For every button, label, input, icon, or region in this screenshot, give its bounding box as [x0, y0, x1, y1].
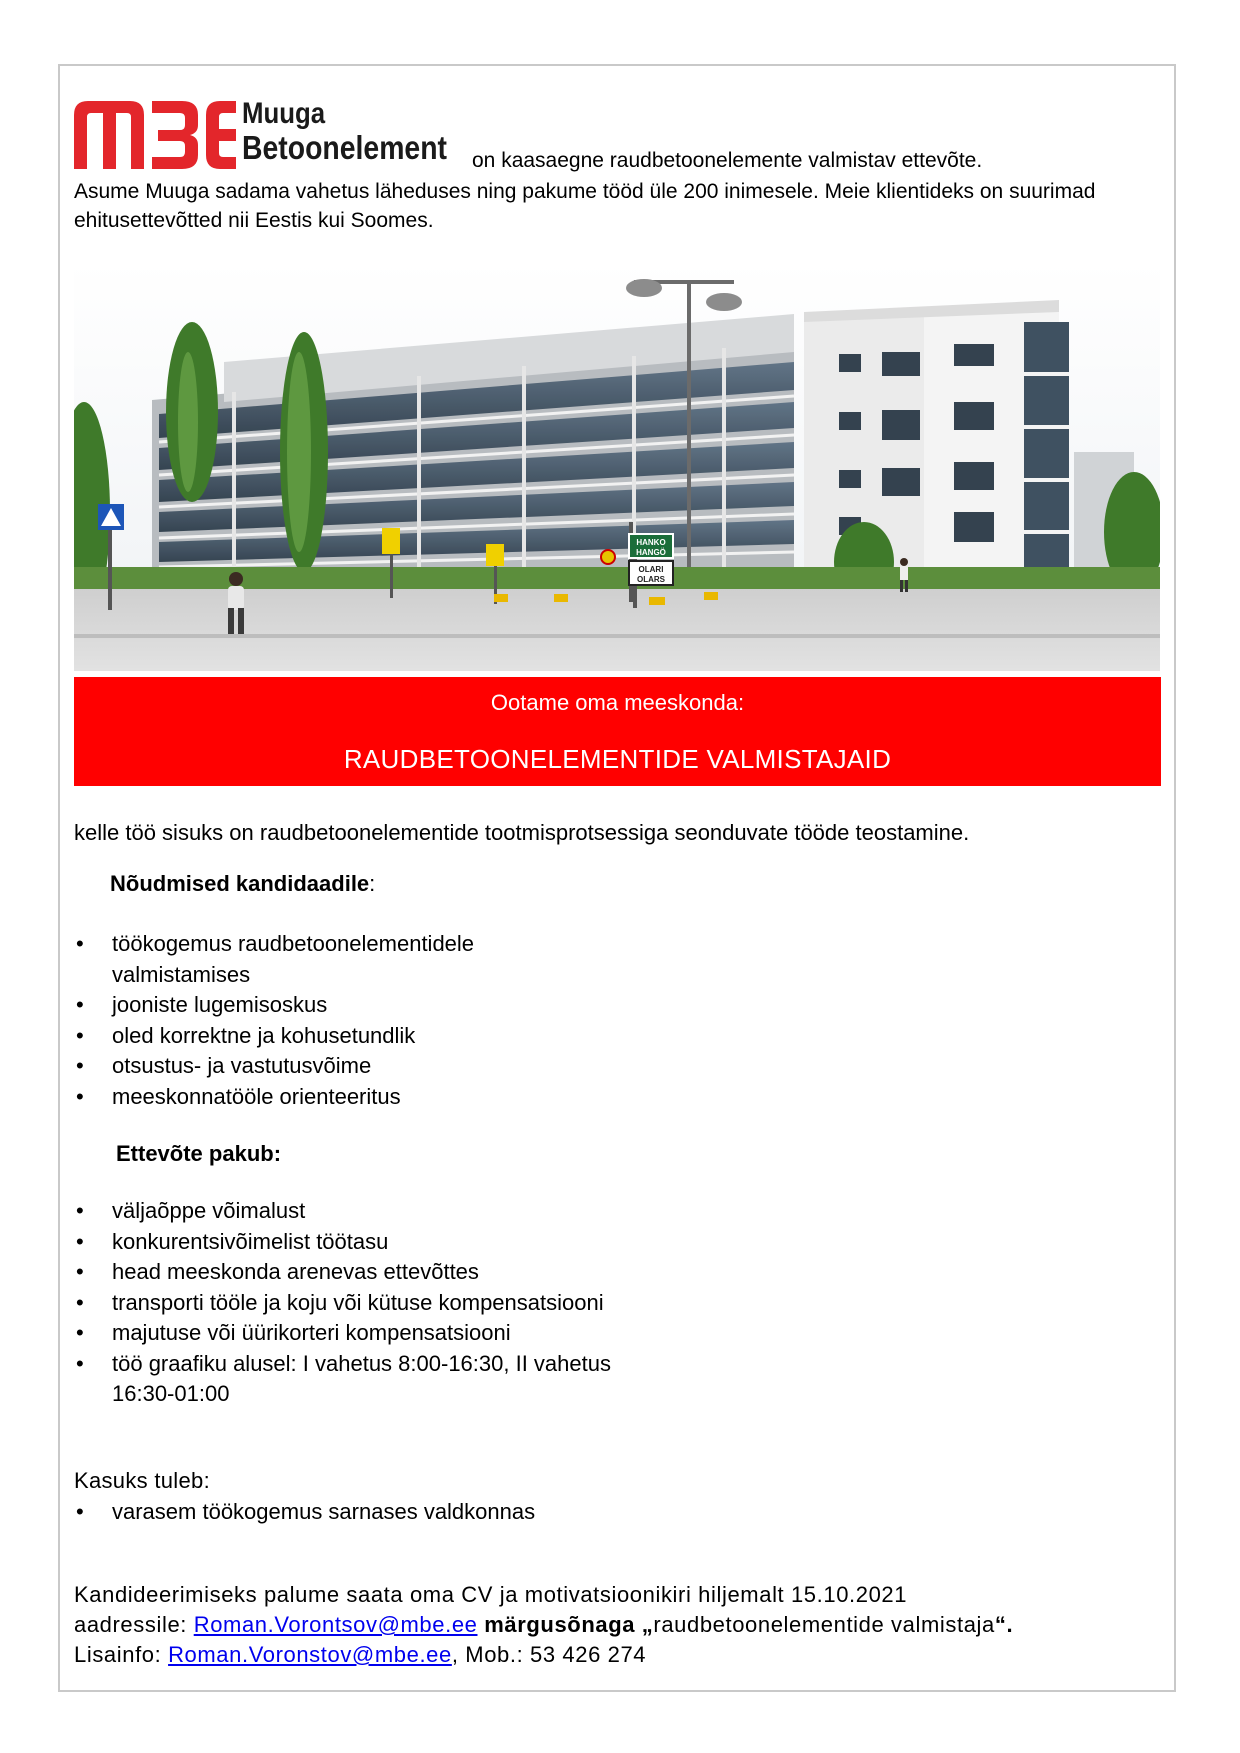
- application-info: [74, 1580, 1013, 1670]
- requirements-heading: [110, 871, 375, 897]
- info-label: Lisainfo:: [74, 1642, 169, 1667]
- application-deadline-text: Kandideerimiseks palume saata oma CV ja motivatsioonikiri hiljemalt 15.10.2021: [74, 1582, 908, 1607]
- requirement-text: meeskonnatööle orienteeritus: [112, 1083, 401, 1109]
- bullet-icon: •: [76, 1499, 84, 1524]
- email-link-secondary[interactable]: Roman.Voronstov@mbe.ee: [168, 1642, 452, 1667]
- list-item: [74, 1288, 634, 1319]
- requirement-text: töökogemus raudbetoonelementidele valmistamises: [112, 931, 475, 987]
- offer-text: transporti tööle ja koju või kütuse kompensatsiooni: [112, 1289, 604, 1315]
- bonus-list: [74, 1497, 774, 1528]
- list-item: [74, 990, 594, 1021]
- bullet-icon: •: [76, 992, 84, 1017]
- bullet-icon: •: [76, 1350, 84, 1376]
- email-link-primary[interactable]: Roman.Vorontsov@mbe.ee: [193, 1612, 478, 1637]
- requirements-heading-colon: :: [369, 871, 376, 896]
- company-name-line2: Betoonelement: [242, 129, 448, 166]
- offers-list: [74, 1196, 634, 1410]
- company-name: [242, 99, 480, 164]
- bullet-icon: •: [76, 1022, 84, 1048]
- phone-text: , Mob.: 53 426 274: [451, 1642, 647, 1667]
- red-banner: [74, 677, 1161, 786]
- bullet-icon: •: [76, 1083, 84, 1109]
- requirement-text: jooniste lugemisoskus: [112, 992, 328, 1017]
- intro-inline-text: on kaasaegne raudbetoonelemente valmistav ettevõte.: [472, 149, 983, 172]
- bullet-icon: •: [76, 1053, 84, 1078]
- banner-title: RAUDBETOONELEMENTIDE VALMISTAJAID: [343, 744, 892, 774]
- address-label: aadressile:: [74, 1612, 194, 1637]
- bullet-icon: •: [76, 931, 84, 956]
- keyword-end: “.: [994, 1612, 1014, 1637]
- bullet-icon: •: [76, 1198, 84, 1223]
- sign-text-3: OLARI: [638, 565, 664, 574]
- requirement-text: otsustus- ja vastutusvõime: [112, 1053, 372, 1078]
- offer-text: konkurentsivõimelist töötasu: [112, 1228, 389, 1254]
- list-item: [74, 1196, 634, 1227]
- list-item: [74, 1257, 634, 1288]
- bullet-icon: •: [76, 1259, 84, 1284]
- list-item: [74, 1082, 594, 1113]
- list-item: [74, 1349, 634, 1410]
- keyword-text: raudbetoonelementide valmistaja: [653, 1612, 995, 1637]
- offers-heading: Ettevõte pakub:: [116, 1141, 282, 1166]
- mbe-logo: [74, 101, 236, 169]
- job-description: kelle töö sisuks on raudbetoonelementide tootmisprotsessiga seonduvate tööde teostamine.: [74, 820, 970, 845]
- requirements-heading-text: Nõudmised kandidaadile: [110, 871, 370, 896]
- intro-paragraph: Asume Muuga sadama vahetus läheduses ning pakume tööd üle 200 inimesele. Meie klientideks on suurimad ehitusettevõtted nii Eestis kui Soomes.: [74, 180, 1096, 232]
- requirements-list: [74, 929, 594, 1112]
- company-name-line1: Muuga: [242, 97, 326, 130]
- banner-subtitle: Ootame oma meeskonda:: [490, 690, 745, 715]
- list-item: [74, 929, 594, 990]
- bonus-heading: Kasuks tuleb:: [74, 1468, 210, 1493]
- list-item: [74, 1227, 634, 1258]
- offer-text: töö graafiku alusel: I vahetus 8:00-16:30, II vahetus 16:30-01:00: [112, 1350, 611, 1406]
- list-item: [74, 1021, 594, 1052]
- requirement-text: oled korrektne ja kohusetundlik: [112, 1022, 416, 1048]
- bullet-icon: •: [76, 1228, 84, 1254]
- keyword-label: märgusõnaga „: [477, 1612, 654, 1637]
- list-item: [74, 1318, 634, 1349]
- sign-text-4: OLARS: [637, 575, 665, 584]
- offer-text: väljaõppe võimalust: [112, 1198, 306, 1223]
- offer-text: majutuse või üürikorteri kompensatsiooni: [112, 1320, 511, 1345]
- bullet-icon: •: [76, 1289, 84, 1315]
- offer-text: head meeskonda arenevas ettevõttes: [112, 1259, 479, 1284]
- bonus-text: varasem töökogemus sarnases valdkonnas: [112, 1499, 536, 1524]
- sign-text-2: HANGÖ: [636, 548, 666, 557]
- list-item: [74, 1051, 594, 1082]
- list-item: [74, 1497, 774, 1528]
- sign-text-1: HANKO: [636, 538, 666, 547]
- building-photo: [74, 262, 1160, 671]
- bullet-icon: •: [76, 1320, 84, 1345]
